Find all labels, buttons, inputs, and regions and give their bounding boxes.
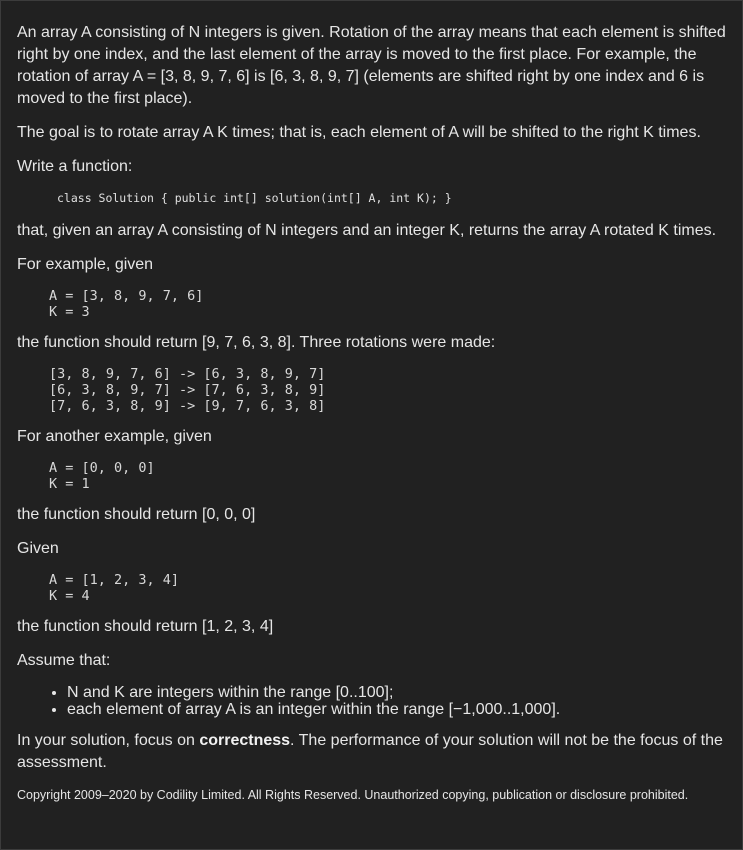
assume-paragraph: Assume that: [17, 652, 111, 669]
code-line: K = 4 [49, 588, 90, 604]
task-description [17, 22, 729, 804]
example3-code [49, 572, 729, 604]
code-line: K = 1 [49, 476, 90, 492]
list-item: • N and K are integers within the range [0..100]; [67, 684, 729, 701]
copyright-notice: Copyright 2009–2020 by Codility Limited. All Rights Reserved. Unauthorized copying, publication or disclosure prohibited. [17, 788, 689, 802]
write-function-paragraph: Write a function: [17, 158, 133, 175]
example1-code [49, 288, 729, 320]
another-example-paragraph: For another example, given [17, 428, 212, 445]
example2-code [49, 460, 729, 492]
focus-paragraph [17, 730, 729, 774]
code-line: A = [3, 8, 9, 7, 6] [49, 288, 204, 304]
code-line: [7, 6, 3, 8, 9] -> [9, 7, 6, 3, 8] [49, 398, 326, 414]
code-line: A = [1, 2, 3, 4] [49, 572, 180, 588]
that-given-paragraph: that, given an array A consisting of N integers and an integer K, returns the array A rotated K times. [17, 222, 717, 239]
assumptions-list [17, 684, 729, 718]
focus-text: . The performance of your solution will not be the focus of the assessment. [17, 732, 723, 771]
list-item: • each element of array A is an integer within the range [−1,000..1,000]. [67, 701, 729, 718]
example1-result: the function should return [9, 7, 6, 3, 8]. Three rotations were made: [17, 334, 496, 351]
given-paragraph: Given [17, 540, 59, 557]
goal-paragraph: The goal is to rotate array A K times; that is, each element of A will be shifted to the right K times. [17, 124, 701, 141]
code-line: K = 3 [49, 304, 90, 320]
focus-emphasis: correctness [199, 732, 291, 749]
function-signature: class Solution { public int[] solution(int[] A, int K); } [57, 191, 452, 205]
for-example-paragraph: For example, given [17, 256, 154, 273]
example3-result: the function should return [1, 2, 3, 4] [17, 618, 274, 635]
code-line: [6, 3, 8, 9, 7] -> [7, 6, 3, 8, 9] [49, 382, 326, 398]
code-line: A = [0, 0, 0] [49, 460, 155, 476]
focus-text: In your solution, focus on [17, 732, 200, 749]
example2-result: the function should return [0, 0, 0] [17, 506, 256, 523]
rotations-code [49, 366, 729, 414]
intro-paragraph: An array A consisting of N integers is given. Rotation of the array means that each element is shifted right by one index, and the last element of the array is moved to the first place. For example, the rotation of array A = [3, 8, 9, 7, 6] is [6, 3, 8, 9, 7] (elements are shifted right by one index and 6 is moved to the first place). [17, 24, 726, 107]
code-line: [3, 8, 9, 7, 6] -> [6, 3, 8, 9, 7] [49, 366, 326, 382]
